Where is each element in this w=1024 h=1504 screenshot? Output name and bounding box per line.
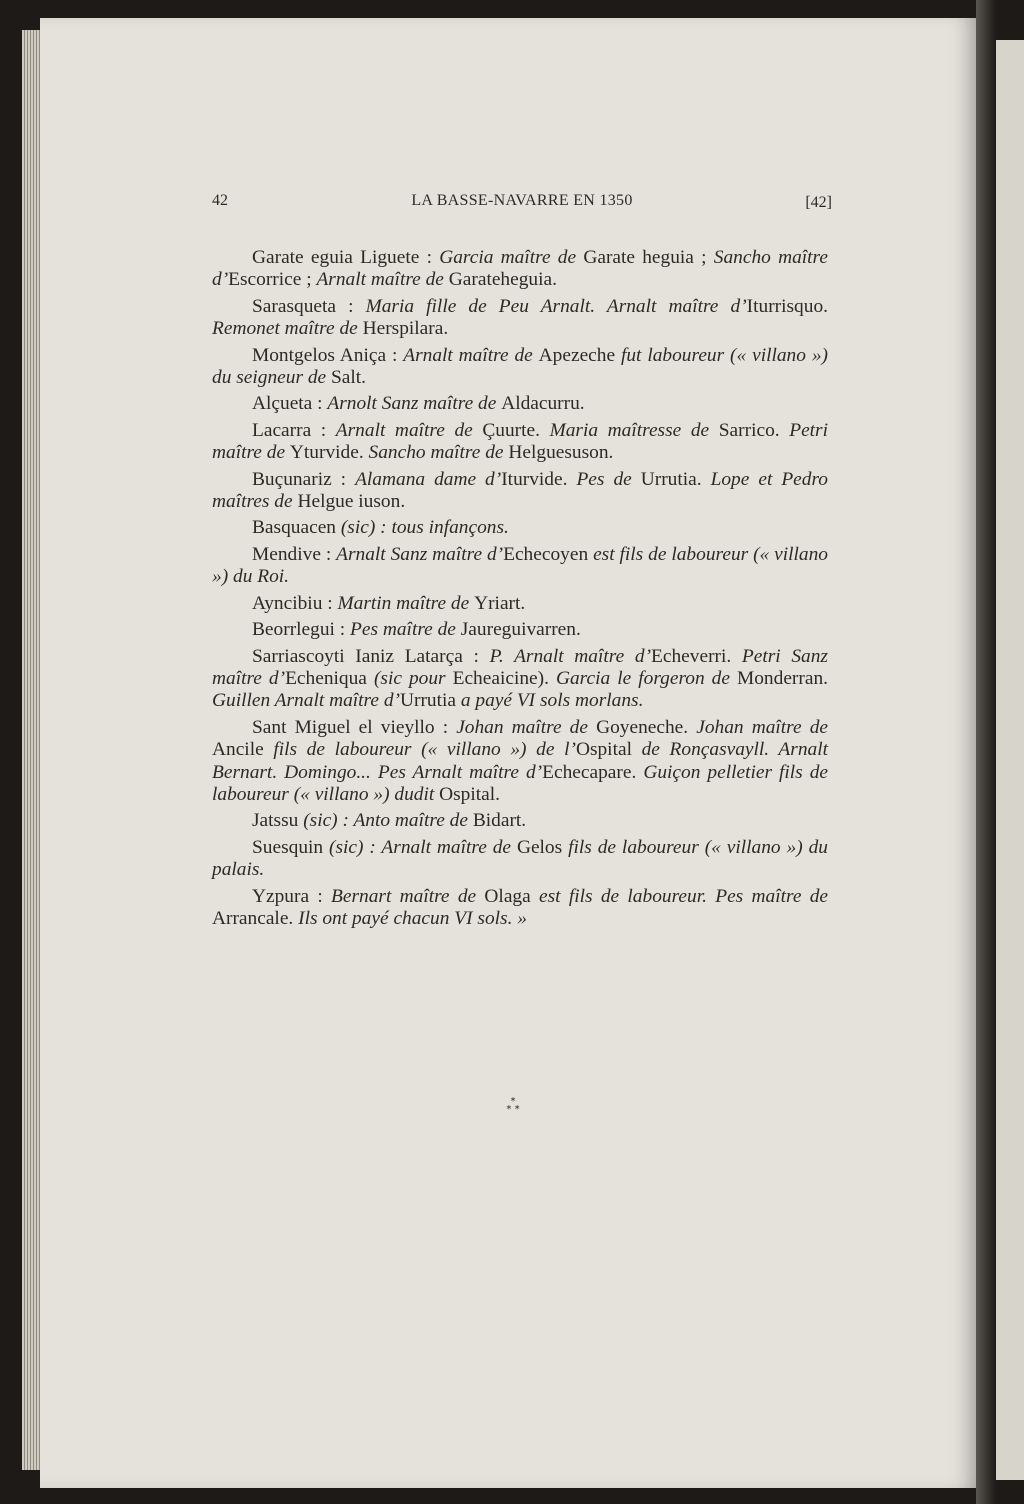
roman-text: Yturvide. bbox=[289, 442, 369, 464]
asterism-bottom: * * bbox=[506, 1104, 520, 1115]
italic-text: Arnalt Sanz maître d’ bbox=[336, 543, 504, 565]
italic-text: Alamana dame d’ bbox=[355, 468, 502, 490]
roman-text: Urrutia bbox=[399, 690, 461, 712]
running-header bbox=[212, 192, 832, 216]
italic-text: Maria maîtresse de bbox=[549, 419, 719, 441]
italic-text: est fils de laboureur. Pes maître de bbox=[539, 885, 829, 907]
roman-text: Olaga bbox=[484, 885, 540, 907]
asterism-ornament bbox=[498, 1098, 528, 1114]
italic-text: (sic) : Arnalt maître de bbox=[329, 836, 517, 858]
roman-text: Helgue iuson. bbox=[297, 491, 406, 513]
roman-text: Ayncibiu : bbox=[252, 592, 338, 614]
roman-text: Apezeche bbox=[538, 344, 621, 366]
italic-text: Arnalt maître de bbox=[316, 269, 449, 291]
entry-paragraph bbox=[212, 296, 828, 341]
roman-text: Lacarra : bbox=[252, 419, 336, 441]
italic-text: Guillen Arnalt maître d’ bbox=[212, 690, 400, 712]
page-number: 42 bbox=[212, 192, 228, 209]
italic-text: P. Arnalt maître d’ bbox=[489, 645, 652, 667]
roman-text: Urrutia. bbox=[640, 468, 711, 490]
italic-text: est fils de laboureur (« villano ») du Roi. bbox=[212, 543, 829, 588]
entry-paragraph bbox=[212, 646, 828, 713]
italic-text: Johan maître de bbox=[696, 716, 828, 738]
bracket-page-number: [42] bbox=[805, 194, 832, 211]
roman-text: Iturrisquo. bbox=[746, 295, 828, 317]
roman-text: Echeverri. bbox=[651, 645, 742, 667]
italic-text: Garcia maître de bbox=[439, 247, 584, 268]
italic-text: Johan maître de bbox=[456, 716, 597, 738]
roman-text: Basquacen bbox=[252, 517, 341, 539]
entry-paragraph bbox=[212, 544, 828, 589]
roman-text: Escorrice ; bbox=[228, 269, 317, 291]
italic-text: (sic) : Anto maître de bbox=[303, 810, 473, 832]
entry-paragraph bbox=[212, 810, 828, 832]
entry-paragraph bbox=[212, 886, 828, 931]
italic-text: Arnolt Sanz maître de bbox=[327, 393, 502, 415]
roman-text: Herspilara. bbox=[362, 318, 449, 340]
entry-paragraph bbox=[212, 837, 828, 882]
roman-text: Ancile bbox=[212, 739, 274, 761]
italic-text: Sancho maître de bbox=[368, 442, 509, 464]
roman-text: Jatssu bbox=[252, 810, 304, 832]
italic-text: Pes maître de bbox=[350, 619, 461, 641]
italic-text: Pes de bbox=[576, 468, 641, 490]
asterism-top: * bbox=[510, 1096, 516, 1107]
italic-text: Remonet maître de bbox=[212, 318, 363, 340]
italic-text: fils de laboureur (« villano ») du palais. bbox=[212, 836, 828, 881]
italic-text: Garcia le forgeron de bbox=[555, 667, 737, 689]
roman-text: Buçunariz : bbox=[252, 468, 356, 490]
roman-text: Sarrico. bbox=[718, 419, 790, 441]
roman-text: Ospital bbox=[575, 739, 642, 761]
entry-paragraph bbox=[212, 593, 828, 615]
roman-text: Echecapare. bbox=[542, 761, 644, 783]
roman-text: Yriart. bbox=[474, 592, 526, 614]
italic-text: (sic) : tous infançons. bbox=[340, 517, 509, 539]
roman-text: Monderran. bbox=[737, 667, 828, 689]
roman-text: Echeaicine). bbox=[452, 667, 556, 689]
italic-text: Petri Sanz maître d’ bbox=[212, 645, 828, 689]
body-text bbox=[212, 247, 828, 934]
italic-text: Lope et Pedro maîtres de bbox=[212, 468, 829, 513]
entry-paragraph bbox=[212, 247, 828, 292]
roman-text: Aldacurru. bbox=[501, 393, 585, 415]
roman-text: Echecoyen bbox=[503, 543, 594, 565]
roman-text: Salt. bbox=[331, 367, 367, 389]
roman-text: Sant Miguel el vieyllo : bbox=[252, 716, 457, 738]
italic-text: Petri maître de bbox=[212, 419, 828, 464]
entry-paragraph bbox=[212, 717, 828, 807]
roman-text: Sarriascoyti Ianiz Latarça : bbox=[252, 645, 490, 667]
italic-text: fut laboureur (« villano ») du seigneur de bbox=[212, 344, 828, 389]
roman-text: Çuurte. bbox=[482, 419, 550, 441]
italic-text: de Ronçasvayll. Arnalt Bernart. Domingo... Pes Arnalt maître d’ bbox=[212, 739, 828, 783]
roman-text: Helguesuson. bbox=[508, 442, 614, 464]
roman-text: Ospital. bbox=[439, 783, 500, 805]
entry-paragraph bbox=[212, 517, 828, 539]
italic-text: Ils ont payé chacun VI sols. » bbox=[298, 907, 527, 929]
roman-text: Garate eguia Liguete : bbox=[252, 247, 440, 268]
italic-text: Guiçon pelletier fils de laboureur (« villano ») dudit bbox=[212, 761, 829, 805]
italic-text: Arnalt maître de bbox=[403, 344, 539, 366]
running-title: LA BASSE-NAVARRE EN 1350 bbox=[411, 192, 633, 209]
italic-text: Bernart maître de bbox=[331, 885, 485, 907]
roman-text: Garate heguia ; bbox=[583, 247, 714, 268]
italic-text: fils de laboureur (« villano ») de l’ bbox=[273, 739, 576, 761]
roman-text: Sarasqueta : bbox=[252, 295, 366, 317]
entry-paragraph bbox=[212, 469, 828, 514]
roman-text: Yzpura : bbox=[252, 885, 332, 907]
roman-text: Jaureguivarren. bbox=[460, 619, 581, 641]
entry-paragraph bbox=[212, 420, 828, 465]
italic-text: a payé VI sols morlans. bbox=[460, 690, 644, 712]
facing-page-edge bbox=[996, 40, 1024, 1480]
italic-text: Martin maître de bbox=[337, 592, 475, 614]
roman-text: Garateheguia. bbox=[448, 269, 557, 291]
roman-text: Echeniqua bbox=[285, 667, 374, 689]
roman-text: Iturvide. bbox=[501, 468, 577, 490]
italic-text: Sancho maître d’ bbox=[212, 247, 828, 291]
italic-text: Maria fille de Peu Arnalt. Arnalt maître d’ bbox=[365, 295, 747, 317]
book-gutter bbox=[976, 0, 996, 1504]
roman-text: Beorrlegui : bbox=[252, 619, 351, 641]
entry-paragraph bbox=[212, 393, 828, 415]
roman-text: Bidart. bbox=[472, 810, 527, 832]
roman-text: Montgelos Aniça : bbox=[252, 344, 404, 366]
italic-text: Arnalt maître de bbox=[335, 419, 483, 441]
roman-text: Suesquin bbox=[252, 836, 330, 858]
entry-paragraph bbox=[212, 345, 828, 390]
roman-text: Arrancale. bbox=[212, 907, 299, 929]
roman-text: Goyeneche. bbox=[596, 716, 697, 738]
italic-text: (sic pour bbox=[373, 667, 453, 689]
roman-text: Gelos bbox=[516, 836, 569, 858]
roman-text: Mendive : bbox=[252, 543, 337, 565]
roman-text: Alçueta : bbox=[252, 393, 328, 415]
entry-paragraph bbox=[212, 619, 828, 641]
